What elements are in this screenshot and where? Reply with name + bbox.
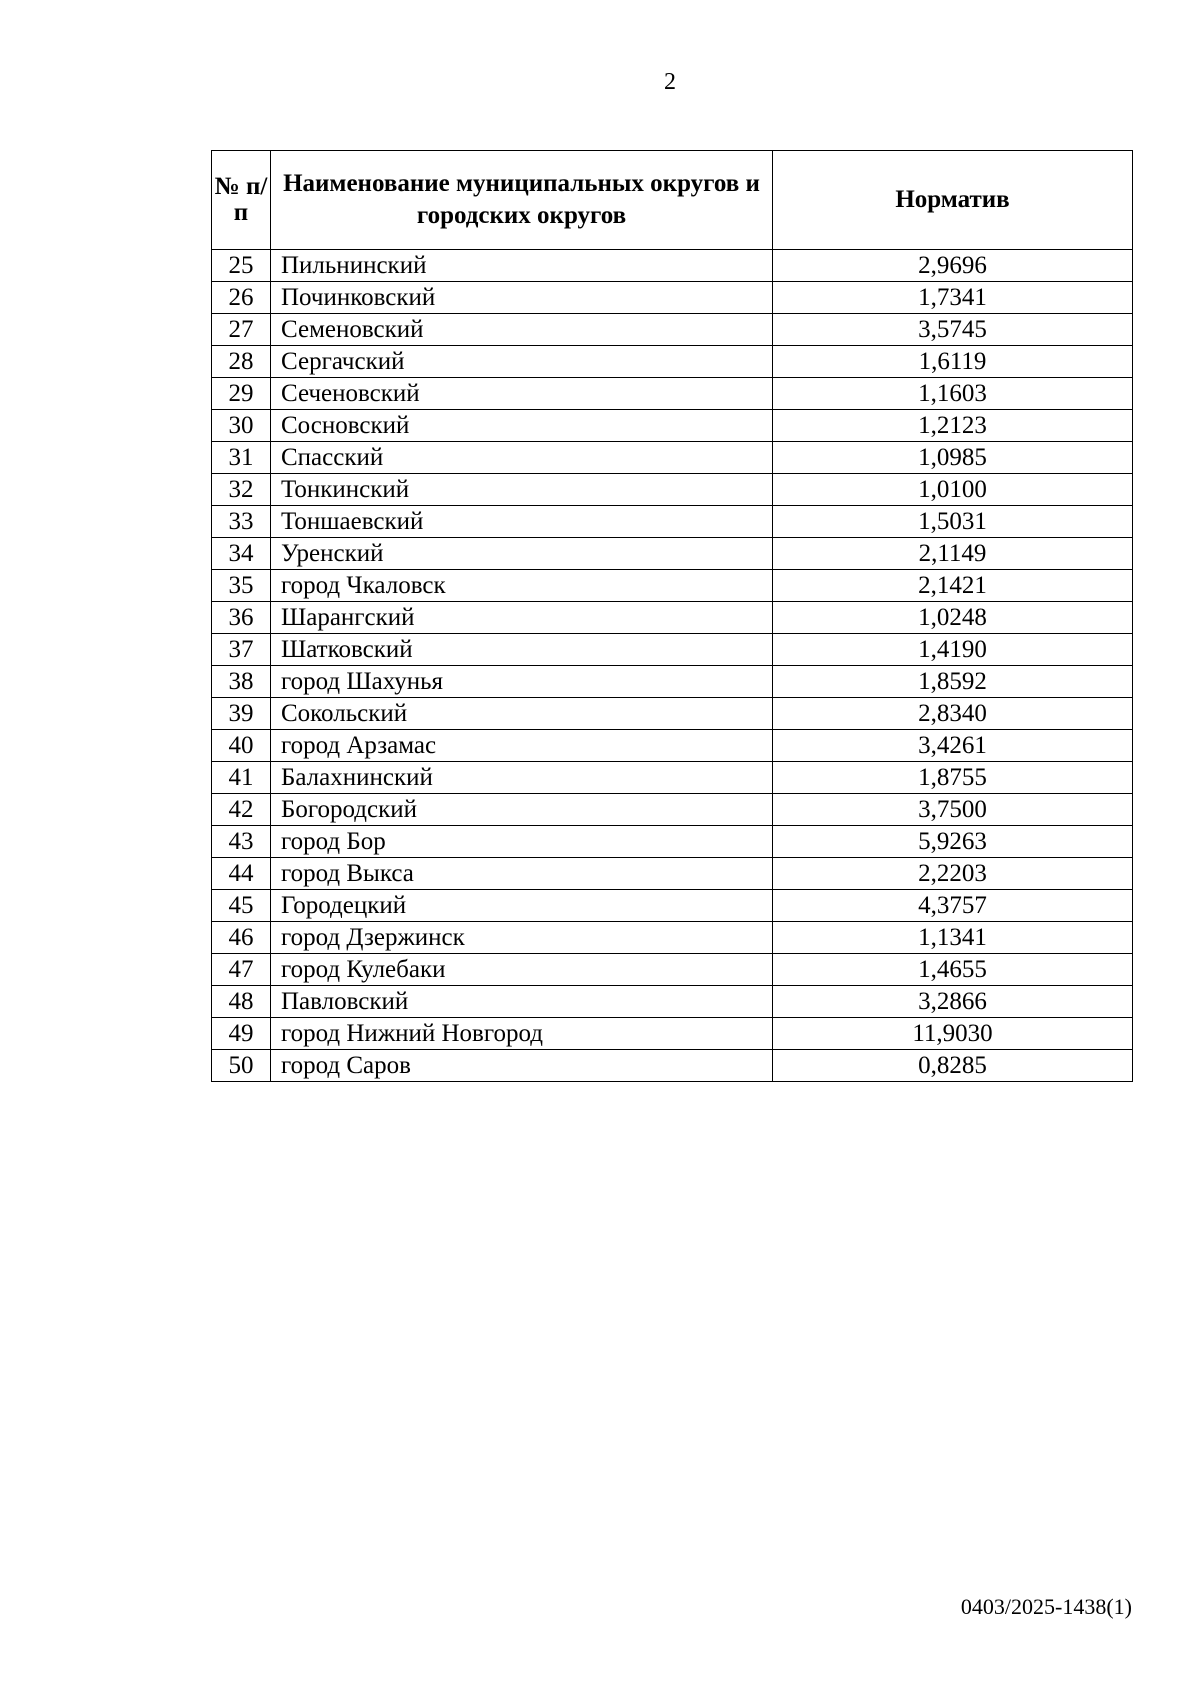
row-number: 45 (212, 890, 271, 922)
row-number: 44 (212, 858, 271, 890)
row-number: 37 (212, 634, 271, 666)
row-name: город Шахунья (271, 666, 773, 698)
row-value: 1,4190 (773, 634, 1133, 666)
row-value: 1,8592 (773, 666, 1133, 698)
row-value: 3,5745 (773, 314, 1133, 346)
row-number: 41 (212, 762, 271, 794)
table-body (212, 250, 1133, 1082)
table-row (212, 986, 1133, 1018)
row-value: 1,7341 (773, 282, 1133, 314)
page-number: 2 (664, 69, 676, 95)
row-value: 5,9263 (773, 826, 1133, 858)
table-row (212, 826, 1133, 858)
row-value: 11,9030 (773, 1018, 1133, 1050)
row-number: 49 (212, 1018, 271, 1050)
row-value: 3,7500 (773, 794, 1133, 826)
row-name: Сосновский (271, 410, 773, 442)
row-value: 1,0985 (773, 442, 1133, 474)
row-number: 36 (212, 602, 271, 634)
row-number: 31 (212, 442, 271, 474)
row-number: 42 (212, 794, 271, 826)
row-number: 26 (212, 282, 271, 314)
row-name: город Дзержинск (271, 922, 773, 954)
table-row (212, 922, 1133, 954)
row-number: 40 (212, 730, 271, 762)
row-name: Уренский (271, 538, 773, 570)
row-value: 1,1603 (773, 378, 1133, 410)
row-value: 1,2123 (773, 410, 1133, 442)
row-number: 30 (212, 410, 271, 442)
row-name: город Выкса (271, 858, 773, 890)
table-row (212, 730, 1133, 762)
row-value: 1,6119 (773, 346, 1133, 378)
normative-table (211, 150, 1133, 1082)
normative-table-container (211, 150, 1132, 1082)
table-row (212, 346, 1133, 378)
table-row (212, 506, 1133, 538)
row-value: 2,8340 (773, 698, 1133, 730)
row-name: город Нижний Новгород (271, 1018, 773, 1050)
row-name: город Арзамас (271, 730, 773, 762)
row-value: 3,2866 (773, 986, 1133, 1018)
table-row (212, 1018, 1133, 1050)
row-value: 1,4655 (773, 954, 1133, 986)
table-row (212, 858, 1133, 890)
table-row (212, 1050, 1133, 1082)
row-number: 34 (212, 538, 271, 570)
table-row (212, 602, 1133, 634)
row-number: 29 (212, 378, 271, 410)
header-value: Норматив (773, 151, 1133, 250)
row-name: Починковский (271, 282, 773, 314)
row-name: Сеченовский (271, 378, 773, 410)
row-number: 43 (212, 826, 271, 858)
row-name: Семеновский (271, 314, 773, 346)
row-name: Городецкий (271, 890, 773, 922)
table-row (212, 250, 1133, 282)
table-row (212, 954, 1133, 986)
row-value: 2,1149 (773, 538, 1133, 570)
row-value: 2,2203 (773, 858, 1133, 890)
row-value: 4,3757 (773, 890, 1133, 922)
row-number: 46 (212, 922, 271, 954)
row-number: 39 (212, 698, 271, 730)
table-row (212, 794, 1133, 826)
row-value: 2,9696 (773, 250, 1133, 282)
row-name: город Кулебаки (271, 954, 773, 986)
row-number: 35 (212, 570, 271, 602)
row-value: 1,5031 (773, 506, 1133, 538)
table-row (212, 410, 1133, 442)
row-number: 33 (212, 506, 271, 538)
header-name: Наименование муниципальных округов и городских округов (271, 151, 773, 250)
row-name: Богородский (271, 794, 773, 826)
row-number: 38 (212, 666, 271, 698)
table-row (212, 378, 1133, 410)
row-name: Тоншаевский (271, 506, 773, 538)
row-name: Сокольский (271, 698, 773, 730)
row-number: 32 (212, 474, 271, 506)
table-row (212, 634, 1133, 666)
row-name: Пильнинский (271, 250, 773, 282)
row-number: 25 (212, 250, 271, 282)
row-value: 0,8285 (773, 1050, 1133, 1082)
row-name: город Саров (271, 1050, 773, 1082)
row-name: Тонкинский (271, 474, 773, 506)
row-number: 50 (212, 1050, 271, 1082)
row-name: Сергачский (271, 346, 773, 378)
row-number: 27 (212, 314, 271, 346)
row-name: Балахнинский (271, 762, 773, 794)
row-name: город Чкаловск (271, 570, 773, 602)
row-name: Шатковский (271, 634, 773, 666)
row-value: 1,0248 (773, 602, 1133, 634)
table-row (212, 666, 1133, 698)
table-row (212, 570, 1133, 602)
row-value: 2,1421 (773, 570, 1133, 602)
row-value: 1,8755 (773, 762, 1133, 794)
row-name: город Бор (271, 826, 773, 858)
table-row (212, 890, 1133, 922)
table-row (212, 474, 1133, 506)
row-number: 47 (212, 954, 271, 986)
row-number: 28 (212, 346, 271, 378)
row-name: Шарангский (271, 602, 773, 634)
table-row (212, 314, 1133, 346)
table-row (212, 282, 1133, 314)
row-value: 3,4261 (773, 730, 1133, 762)
table-row (212, 538, 1133, 570)
table-row (212, 762, 1133, 794)
table-row (212, 698, 1133, 730)
header-number: № п/п (212, 151, 271, 250)
row-value: 1,1341 (773, 922, 1133, 954)
row-number: 48 (212, 986, 271, 1018)
row-name: Павловский (271, 986, 773, 1018)
row-value: 1,0100 (773, 474, 1133, 506)
table-row (212, 442, 1133, 474)
row-name: Спасский (271, 442, 773, 474)
table-header-row (212, 151, 1133, 250)
document-code: 0403/2025-1438(1) (960, 1594, 1132, 1619)
